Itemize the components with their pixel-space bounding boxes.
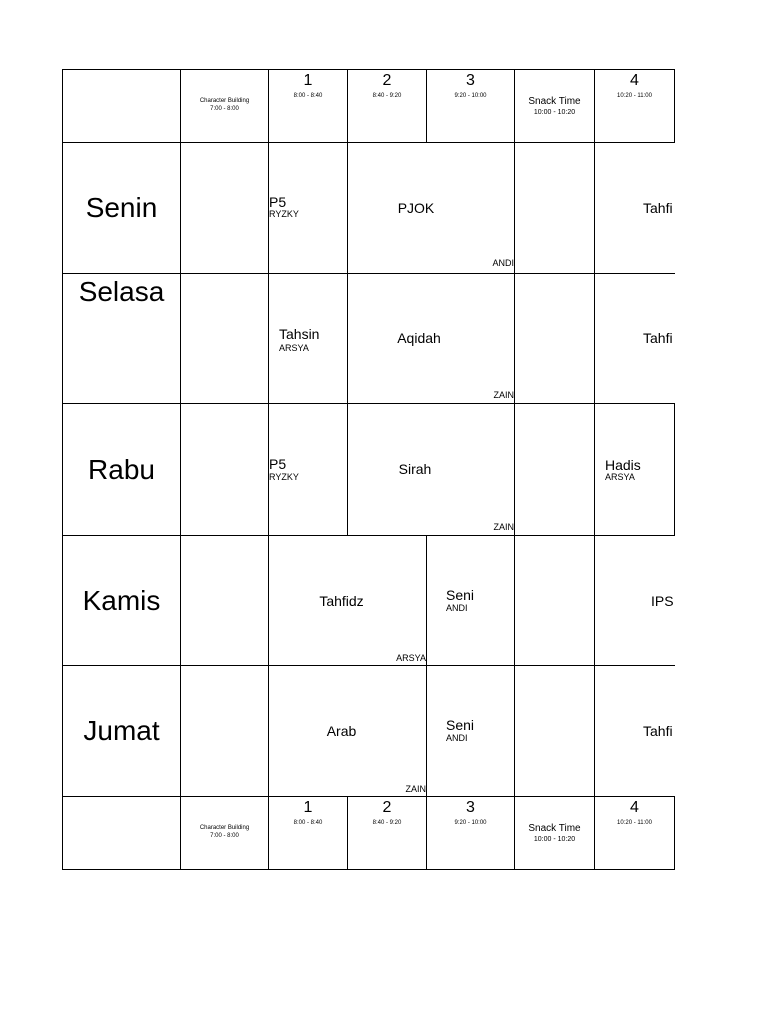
day-name: Jumat (83, 715, 160, 746)
day-name: Senin (85, 192, 158, 223)
day-cell-selasa (62, 273, 181, 404)
teacher: ZAIN (405, 784, 426, 794)
snack-time-range: 10:00 - 10:20 (533, 109, 576, 116)
period-time: 9:20 - 10:00 (454, 93, 487, 99)
lesson-cell-jumat-p3 (426, 665, 515, 797)
teacher: ZAIN (493, 522, 514, 532)
footer-period-4 (594, 796, 675, 870)
day-name: Kamis (82, 585, 161, 616)
teacher: ANDI (446, 603, 468, 613)
header-period-2 (347, 69, 427, 143)
lesson-cell-senin-p1 (268, 142, 348, 274)
lesson-cell-jumat-p1-2 (268, 665, 427, 797)
subject: Seni (446, 587, 475, 603)
subject: P5 (269, 456, 287, 472)
subject: Tahfi (643, 723, 673, 739)
snack-time-cell (514, 273, 595, 404)
subject: PJOK (397, 200, 435, 216)
header-period-1 (268, 69, 348, 143)
day-name: Rabu (88, 454, 155, 485)
header-snack-time (514, 69, 595, 143)
header-period-4 (594, 69, 675, 143)
subject: Seni (446, 717, 475, 733)
subject: Tahfi (643, 330, 673, 346)
period-number: 2 (382, 72, 392, 89)
teacher: ARSYA (605, 472, 635, 482)
footer-period-1 (268, 796, 348, 870)
lesson-cell-kamis-p1-2 (268, 535, 427, 666)
subject: Tahfi (643, 200, 673, 216)
character-building-cell (180, 535, 269, 666)
subject: Tahsin (279, 326, 320, 342)
period-time: 8:40 - 9:20 (372, 93, 402, 99)
period-time: 8:00 - 8:40 (293, 93, 323, 99)
lesson-cell-senin-p2-3 (347, 142, 515, 274)
day-cell-kamis (62, 535, 181, 666)
subject: Arab (326, 723, 357, 739)
lesson-cell-selasa-p1 (268, 273, 348, 404)
lesson-cell-jumat-p4 (594, 665, 675, 797)
snack-time-cell (514, 403, 595, 536)
footer-snack-time (514, 796, 595, 870)
lesson-cell-rabu-p4 (594, 403, 675, 536)
character-building-time: 7:00 - 8:00 (210, 833, 239, 839)
footer-period-3 (426, 796, 515, 870)
character-building-cell (180, 273, 269, 404)
period-number: 1 (303, 72, 313, 89)
lesson-cell-rabu-p2-3 (347, 403, 515, 536)
footer-period-2 (347, 796, 427, 870)
header-character-building (180, 69, 269, 143)
teacher: ANDI (446, 733, 468, 743)
snack-time-cell (514, 142, 595, 274)
character-building-time: 7:00 - 8:00 (210, 106, 239, 112)
subject: Sirah (398, 461, 432, 477)
character-building-cell (180, 142, 269, 274)
period-number: 2 (382, 799, 392, 816)
lesson-cell-kamis-p3 (426, 535, 515, 666)
period-time: 10:20 - 11:00 (617, 820, 652, 826)
teacher: RYZKY (269, 472, 299, 482)
timetable-grid (62, 69, 675, 870)
snack-time-range: 10:00 - 10:20 (533, 836, 576, 843)
day-cell-senin (62, 142, 181, 274)
lesson-cell-selasa-p2-3 (347, 273, 515, 404)
footer-corner-cell (62, 796, 181, 870)
character-building-cell (180, 665, 269, 797)
day-cell-rabu (62, 403, 181, 536)
period-number: 3 (466, 799, 475, 816)
period-number: 3 (466, 72, 475, 89)
footer-character-building (180, 796, 269, 870)
header-period-3 (426, 69, 515, 143)
snack-time-label: Snack Time (528, 96, 581, 107)
day-name: Selasa (78, 276, 165, 307)
period-time: 10:20 - 11:00 (617, 93, 652, 99)
character-building-label: Character Building (199, 825, 250, 831)
period-time: 8:00 - 8:40 (293, 820, 323, 826)
lesson-cell-selasa-p4 (594, 273, 675, 404)
lesson-cell-kamis-p4 (594, 535, 675, 666)
lesson-cell-senin-p4 (594, 142, 675, 274)
period-number: 4 (630, 72, 639, 89)
subject: Tahfidz (319, 593, 364, 609)
teacher: RYZKY (269, 209, 299, 219)
lesson-cell-rabu-p1 (268, 403, 348, 536)
teacher: ARSYA (396, 653, 426, 663)
subject: IPS (651, 593, 674, 609)
subject: P5 (269, 194, 287, 210)
subject: Hadis (605, 457, 641, 473)
teacher: ANDI (492, 258, 514, 268)
period-number: 4 (630, 799, 639, 816)
subject: Aqidah (397, 330, 441, 346)
character-building-cell (180, 403, 269, 536)
snack-time-label: Snack Time (528, 823, 581, 834)
teacher: ZAIN (493, 390, 514, 400)
snack-time-cell (514, 535, 595, 666)
period-number: 1 (303, 799, 313, 816)
snack-time-cell (514, 665, 595, 797)
period-time: 8:40 - 9:20 (372, 820, 402, 826)
period-time: 9:20 - 10:00 (454, 820, 487, 826)
day-cell-jumat (62, 665, 181, 797)
character-building-label: Character Building (199, 98, 250, 104)
teacher: ARSYA (279, 343, 309, 353)
header-corner-cell (62, 69, 181, 143)
